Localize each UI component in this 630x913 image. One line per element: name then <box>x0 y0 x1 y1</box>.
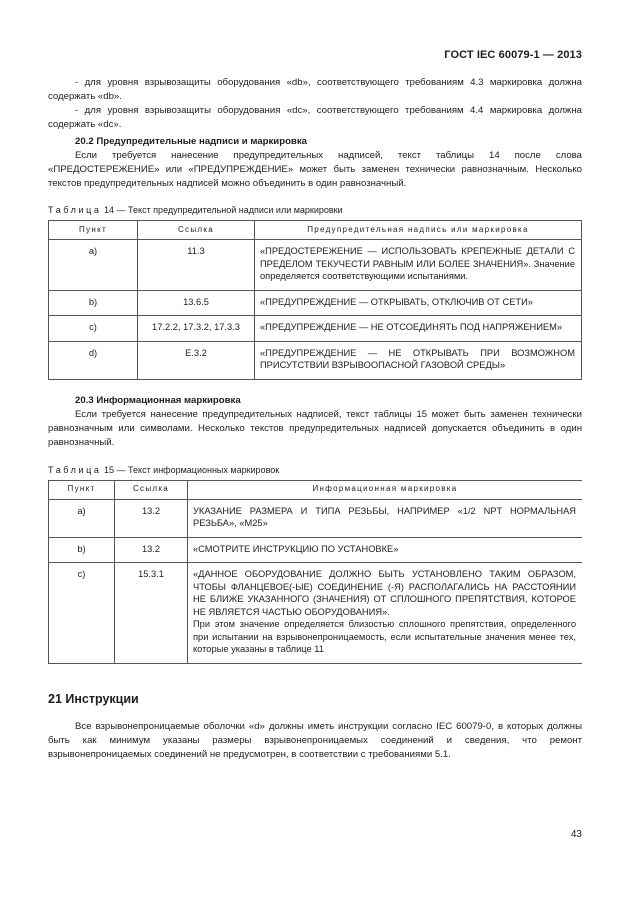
table-row <box>49 499 583 537</box>
item-cell: b) <box>49 290 138 316</box>
section-20-3-text: Если требуется нанесение предупредительных надписей, текст таблицы 15 может быть заменен технически равнозначным или символами. Несколько текстов предупредительных надписей допускается объединить в один равнозначный. <box>48 408 582 448</box>
item-cell: c) <box>49 316 138 342</box>
column-header: Предупредительная надпись или маркировка <box>255 221 582 240</box>
text-cell-note: При этом значение определяется близостью сплошного препятствия, определенного при испытании на взрывонепроницаемость, если испытательные значения менее тех, которые указаны в таблице 11 <box>193 619 576 654</box>
column-header: Ссылка <box>138 221 255 240</box>
item-cell: c) <box>49 563 115 664</box>
column-header: Пункт <box>49 221 138 240</box>
column-header: Пункт <box>49 480 115 499</box>
text-cell: «ПРЕДУПРЕЖДЕНИЕ — НЕ ОТКРЫВАТЬ ПРИ ВОЗМОЖНОМ ПРИСУТСТВИИ ВЗРЫВООПАСНОЙ ГАЗОВОЙ СРЕДЫ» <box>255 341 582 379</box>
ref-cell: 13.2 <box>115 499 188 537</box>
section-20-3-title: 20.3 Информационная маркировка <box>75 394 241 406</box>
text-cell: УКАЗАНИЕ РАЗМЕРА И ТИПА РЕЗЬБЫ, НАПРИМЕР «1/2 NPT НОРМАЛЬНАЯ РЕЗЬБА», «M25» <box>188 499 583 537</box>
table-14-caption <box>48 203 582 217</box>
item-cell: d) <box>49 341 138 379</box>
text-cell <box>188 563 583 664</box>
item-cell: a) <box>49 240 138 291</box>
text-cell: «ПРЕДОСТЕРЕЖЕНИЕ — ИСПОЛЬЗОВАТЬ КРЕПЕЖНЫЕ ДЕТАЛИ С ПРЕДЕЛОМ ТЕКУЧЕСТИ РАВНЫМ ИЛИ БОЛЕЕ ЗНАЧЕНИЯ». Значение определяется соответствующими испытаниями. <box>255 240 582 291</box>
column-header: Ссылка <box>115 480 188 499</box>
intro-paragraph-dc: - для уровня взрывозащиты оборудования «dc», соответствующего требованиям 4.4 маркировка должна содержать «dc». <box>48 105 582 130</box>
ref-cell: 15.3.1 <box>115 563 188 664</box>
table-15 <box>48 480 582 664</box>
standard-header: ГОСТ IEC 60079-1 — 2013 <box>444 49 582 61</box>
text-cell: «ПРЕДУПРЕЖДЕНИЕ — НЕ ОТСОЕДИНЯТЬ ПОД НАПРЯЖЕНИЕМ» <box>255 316 582 342</box>
ref-cell: 13.2 <box>115 537 188 563</box>
page-number: 43 <box>570 829 582 840</box>
section-20-2-title: 20.2 Предупредительные надписи и маркировка <box>75 136 307 147</box>
table-header-row <box>49 480 583 499</box>
section-20-2-text: Если требуется нанесение предупредительных надписей, текст таблицы 14 после слова «ПРЕДОСТЕРЕЖЕНИЕ» или «ПРЕДУПРЕЖДЕНИЕ» может быть заменен технически равнозначным. Несколько текстов предупредительных надписей можно объединить в один равнозначный. <box>48 150 582 189</box>
column-header: Информационная маркировка <box>188 480 583 499</box>
table-14-caption-word: Таблица <box>48 205 102 215</box>
table-14 <box>48 220 582 380</box>
table-15-caption <box>48 463 582 477</box>
table-row <box>49 240 582 291</box>
table-header-row <box>49 221 582 240</box>
text-cell: «СМОТРИТЕ ИНСТРУКЦИЮ ПО УСТАНОВКЕ» <box>188 537 583 563</box>
section-21-title: 21 Инструкции <box>48 691 139 706</box>
table-row <box>49 290 582 316</box>
table-14-caption-text: 14 — Текст предупредительной надписи или маркировки <box>104 205 343 215</box>
table-row <box>49 341 582 379</box>
ref-cell: 13.6.5 <box>138 290 255 316</box>
table-row <box>49 563 583 664</box>
ref-cell: Е.3.2 <box>138 341 255 379</box>
section-21-text: Все взрывонепроницаемые оболочки «d» должны иметь инструкции согласно IEC 60079-0, в которых должны быть как минимум указаны размеры взрывонепроницаемых соединений и сведения, что ремонт взрывонепроницаемых соединений не предусмотрен, в соответствии с требованиями 5.1. <box>48 720 582 760</box>
ref-cell: 11.3 <box>138 240 255 291</box>
item-cell: b) <box>49 537 115 563</box>
table-15-caption-word: Таблица <box>48 464 102 475</box>
text-cell: «ПРЕДУПРЕЖДЕНИЕ — ОТКРЫВАТЬ, ОТКЛЮЧИВ ОТ СЕТИ» <box>255 290 582 316</box>
intro-paragraph-db: - для уровня взрывозащиты оборудования «db», соответствующего требованиям 4.3 маркировка должна содержать «db». <box>48 77 582 102</box>
table-row <box>49 537 583 563</box>
item-cell: a) <box>49 499 115 537</box>
text-cell-main: «ДАННОЕ ОБОРУДОВАНИЕ ДОЛЖНО БЫТЬ УСТАНОВЛЕНО ТАКИМ ОБРАЗОМ, ЧТОБЫ ФЛАНЦЕВОЕ(-ЫЕ) СОЕДИНЕНИЕ (-Я) РАСПОЛАГАЛИСЬ НА РАССТОЯНИИ НЕ БЛИЖЕ УКАЗАННОГО (ЗНАЧЕНИЯ) ОТ СПЛОШНОГО ПРЕПЯТСТВИЯ, КОТОРОЕ НЕ ЯВЛЯЕТСЯ ЧАСТЬЮ ОБОРУДОВАНИЯ». <box>193 569 576 617</box>
table-15-caption-text: 15 — Текст информационных маркировок <box>104 464 280 475</box>
page-content <box>48 76 582 762</box>
ref-cell: 17.2.2, 17.3.2, 17.3.3 <box>138 316 255 342</box>
table-row <box>49 316 582 342</box>
